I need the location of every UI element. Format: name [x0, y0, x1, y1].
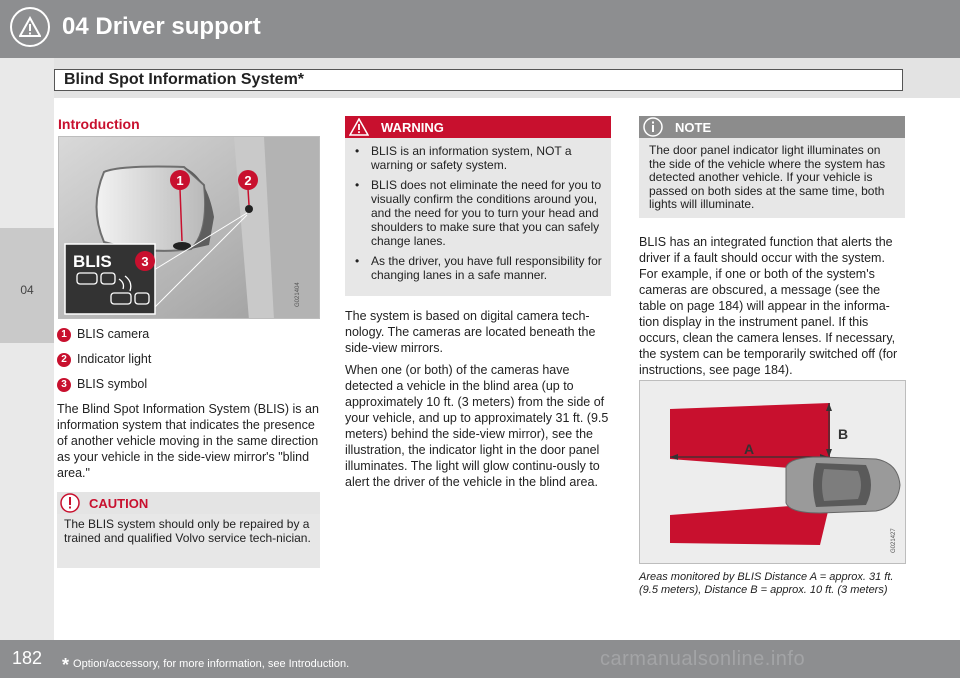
figure-badge-2: 2 — [244, 173, 252, 188]
watermark: carmanualsonline.info — [600, 648, 806, 670]
introduction-text — [57, 401, 322, 487]
callout-number: 1 — [57, 328, 71, 342]
callout-text: BLIS camera — [77, 327, 150, 341]
footnote — [62, 655, 349, 676]
caution-text: The BLIS system should only be repaired by a trained and qualified Volvo service tech-nician. — [64, 517, 311, 545]
introduction-heading: Introduction — [58, 116, 140, 132]
warning-item: • As the driver, you have full responsibility for changing lanes in a safe manner. — [353, 254, 605, 282]
callout-text: Indicator light — [77, 352, 152, 366]
middle-text — [345, 308, 613, 496]
figure-code: G021427 — [891, 528, 897, 553]
monitored-areas-illustration — [639, 380, 906, 564]
note-text: The door panel indicator light illuminates on the side of the vehicle where the system has detected another vehicle. If your vehicle is passed on both sides at the same time, both lights will illuminate. — [649, 143, 886, 211]
car-icon — [786, 457, 900, 513]
side-strip — [0, 58, 54, 640]
callout-item — [57, 352, 151, 367]
figure-badge-1: 1 — [176, 173, 184, 188]
info-icon — [643, 117, 663, 137]
warning-circle-icon — [10, 7, 50, 47]
chapter-tab-number: 04 — [20, 283, 34, 297]
warning-item: • BLIS is an information system, NOT a warning or safety system. — [353, 144, 605, 172]
page-number: 182 — [12, 648, 43, 668]
camera-paragraph: The system is based on digital camera tech-nology. The cameras are located beneath the side-view mirrors. — [345, 309, 596, 355]
distance-b-label: B — [838, 426, 849, 442]
mirror-illustration — [58, 136, 320, 319]
section-title: Blind Spot Information System* — [64, 71, 305, 88]
caution-icon — [60, 493, 80, 513]
right-text — [639, 234, 907, 384]
warning-list — [353, 144, 605, 282]
caution-title: CAUTION — [89, 496, 149, 511]
callout-number: 3 — [57, 378, 71, 392]
note-header — [639, 116, 905, 138]
figure-caption: Areas monitored by BLIS Distance A = approx. 31 ft. (9.5 meters), Distance B = approx. 10 ft. (3 meters) — [639, 571, 894, 596]
warning-header — [345, 116, 611, 138]
note-box — [639, 138, 905, 218]
footnote-text: Option/accessory, for more information, see Introduction. — [73, 658, 350, 670]
warning-item: • BLIS does not eliminate the need for you to visually confirm the conditions around you, and the need for you to turn your head and shoulders to make sure that you can safely change lanes. — [353, 178, 605, 248]
callout-item — [57, 377, 147, 392]
distance-a-label: A — [744, 441, 755, 457]
detection-paragraph: When one (or both) of the cameras have detected a vehicle in the blind area (up to approximately 10 ft. (3 meters) from the side of your vehicle, and up to approximately 31 ft. (9.5 meters) behind the side-view mirror), see the illustration, the indicator light in the door panel illuminates. The light will glow continu-ously to alert the driver of the vehicle in the blind area. — [345, 363, 609, 489]
figure-code: G021404 — [295, 282, 301, 307]
fault-paragraph: BLIS has an integrated function that alerts the driver if a fault should occur with the system. For example, if one or both of the system's cameras are obscured, a message (see the table on page 184) will appear in the informa-tion display in the instrument panel. If this occurs, clean the camera lenses. If necessary, the system can be temporarily switched off (for instructions, see page 184). — [639, 235, 898, 377]
caution-header — [57, 492, 320, 514]
figure-badge-3: 3 — [141, 254, 149, 269]
blis-screen-label: BLIS — [73, 252, 112, 271]
warning-box — [345, 138, 611, 296]
note-title: NOTE — [675, 120, 712, 135]
callout-item — [57, 327, 149, 342]
footnote-star: * — [62, 655, 70, 675]
warning-title: WARNING — [381, 120, 444, 135]
chapter-title: 04 Driver support — [62, 13, 261, 40]
callout-number: 2 — [57, 353, 71, 367]
intro-paragraph: The Blind Spot Information System (BLIS) is an information system that indicates the presence of another vehicle moving in the same direction as your vehicle in the side-view mirror's "blind area." — [57, 402, 319, 480]
caution-box — [57, 514, 320, 568]
warning-icon — [349, 118, 369, 136]
callout-text: BLIS symbol — [77, 377, 148, 391]
